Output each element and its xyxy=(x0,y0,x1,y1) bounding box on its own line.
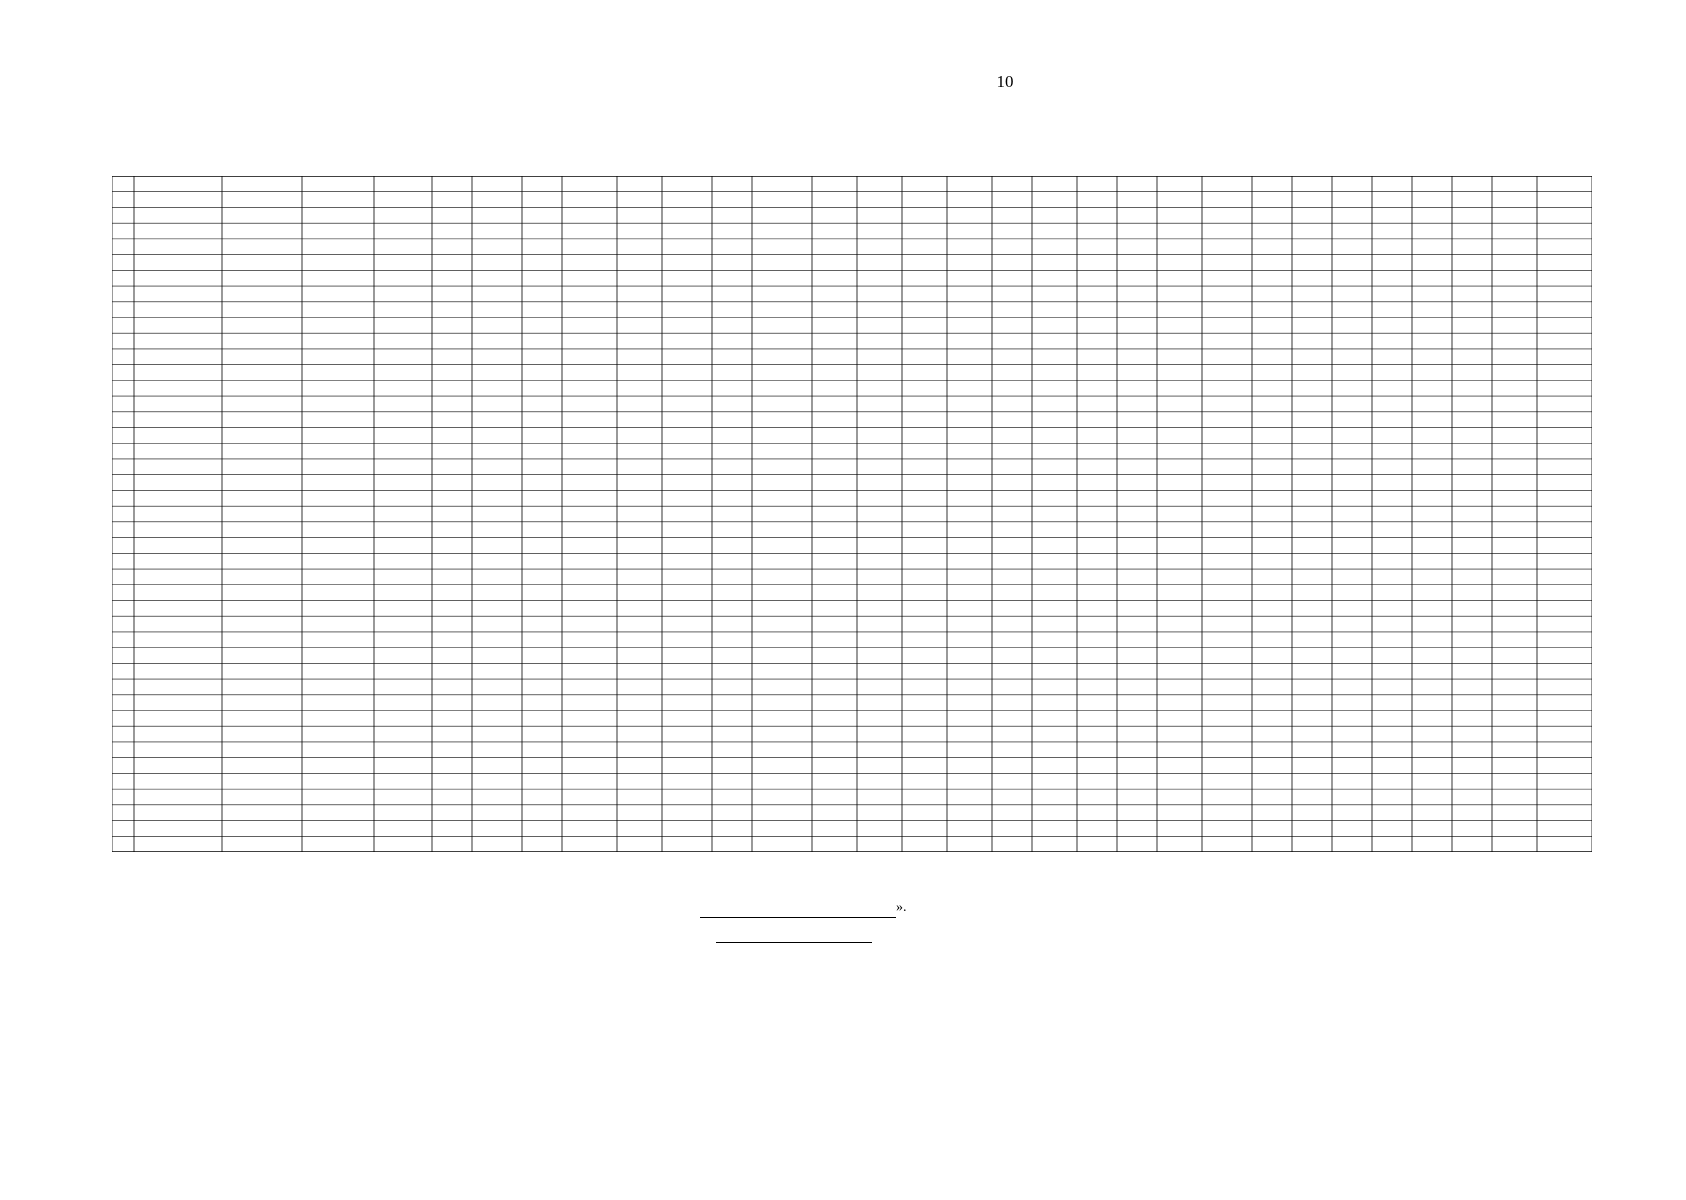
closing-quote-mark: ». xyxy=(896,900,907,915)
table-grid xyxy=(112,176,1592,852)
data-table xyxy=(112,176,1592,852)
bottom-rule xyxy=(716,942,872,943)
signature-line xyxy=(700,903,896,918)
page-number: 10 xyxy=(996,72,1014,91)
